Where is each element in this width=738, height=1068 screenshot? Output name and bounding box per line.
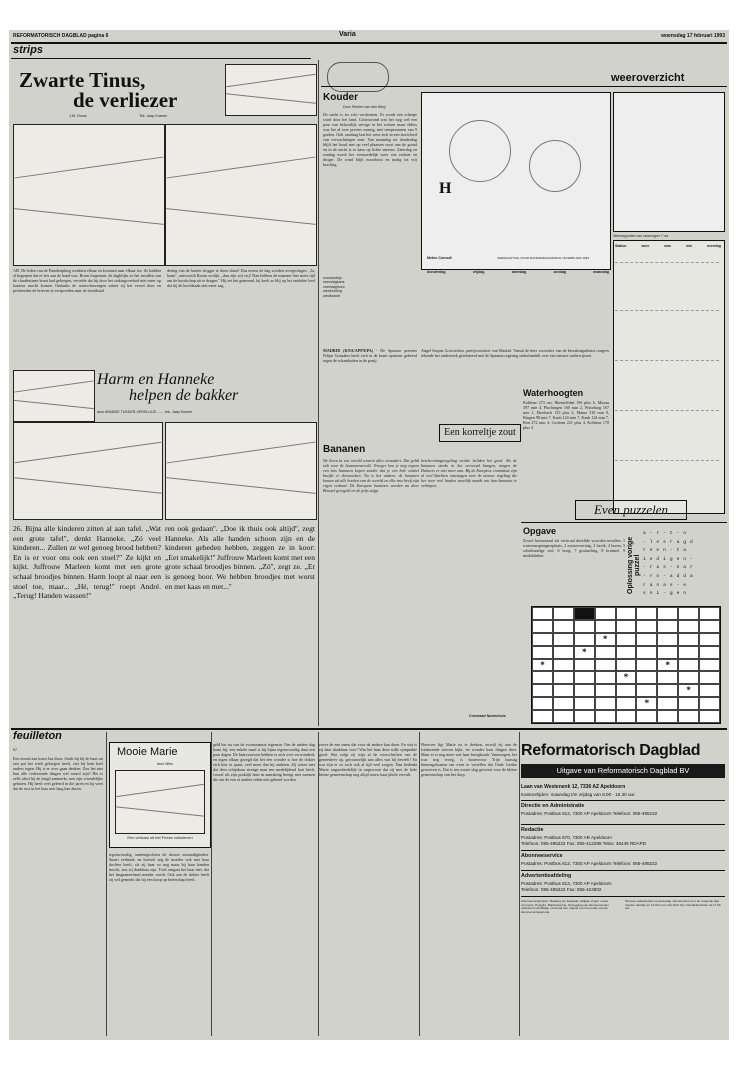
harm-title-2: helpen de bakker xyxy=(129,387,239,404)
rd-masthead: Reformatorisch Dagblad xyxy=(521,742,701,759)
section-label-feuilleton: feuilleton xyxy=(13,730,62,742)
column-divider-f2 xyxy=(211,732,212,1036)
newspaper-page xyxy=(9,30,729,1040)
stations-row-line xyxy=(615,460,719,461)
rd-abonnee-title: Abonneeservice xyxy=(521,853,563,859)
solution-row: s n i - g e n xyxy=(643,591,687,597)
station-col: Station xyxy=(615,244,627,248)
rd-abonnee-text: Postadres: Postbus 613, 7300 AP Apeldoorn Telefoon: 055-495222 xyxy=(521,861,658,866)
page-header-left: REFORMATORISCH DAGBLAD pagina 6 xyxy=(13,33,109,39)
section-label-strips: strips xyxy=(13,44,43,56)
station-col: min xyxy=(685,244,693,248)
kouder-title: Kouder xyxy=(323,92,358,103)
page-header-right: woensdag 17 februari 1993 xyxy=(661,33,725,39)
harm-panel-2 xyxy=(165,422,317,520)
page-header-center: Varia xyxy=(339,31,356,38)
forecast-row-label: windkracht xyxy=(323,293,341,298)
solution-row: r e e n - t a xyxy=(643,548,687,554)
comic-panel-2 xyxy=(165,124,317,266)
zwarte-tinus-text-1: 149. De leden van de Paardenploeg wenkten elkaar en kwamen naar elkaar toe. Ze hadden al begrepen dat er iets aan de hand was. Bruin Jorgensen, de dagblijks zo het invullen van de clandestiene krant had gekregen, vertelde dat hij door het stakingsverbod niet meer op kantoor mocht komen. Ondanks de waarschuwingen zetten zij het verzet door en probeerden de brieven te verspreiden naar de hoofdstad. xyxy=(13,268,161,293)
stations-row-line xyxy=(615,262,719,263)
europe-map xyxy=(613,92,725,232)
rd-rule xyxy=(521,800,725,801)
mooie-marie-title: Mooie Marie xyxy=(117,746,178,758)
forecast-day: donderdag xyxy=(427,270,446,274)
stations-title: Weerrapporten van vanmorgen 7 uur xyxy=(613,234,669,238)
solution-row: - r a s - n a r xyxy=(643,565,694,571)
feuilleton-rule-top xyxy=(11,728,727,730)
rd-fine-print-1: Abonnementsprijzen: Betaling per kwartaal, halfjaar of jaar. Losse nummers. Postgiro. Bankrekening. Opzegging van abonnementen uitsluitend schriftelijk, minimaal een maand voor het einde van de abonnementsperiode. xyxy=(521,900,609,914)
oplossing-label: Oplossing vorige puzzel xyxy=(627,536,641,594)
rd-fine-print-2: Tarieven advertenties op aanvraag. Advertenties voor de volgende dag moeten uiterlijk om 12.00 uur in het bezit zijn. Familieberichten tot 17.00 uur. xyxy=(625,900,721,911)
isobar-icon-2 xyxy=(529,140,581,192)
solution-row: - r o - a d d a xyxy=(643,573,694,579)
forecast-day: zondag xyxy=(553,270,567,274)
rd-kantoortijden: Kantoortijden: maandag t/m vrijdag van 8.00 - 16.30 uur. xyxy=(521,792,636,797)
korreltje-signature: Coenraad Nuwenhuis xyxy=(469,714,506,718)
harm-byline: door ANNEKE TUKKER-VERSLUIJS ....... tek. Jaap Kramer xyxy=(97,410,193,414)
column-divider-f1 xyxy=(106,732,107,1036)
column-divider-f3 xyxy=(318,732,319,1036)
column-divider-f5 xyxy=(519,732,520,1036)
bananen-text-1: We leven in een wereld waarin alles verandert. Dat geldt ook voor de bananenwereld. Vroeger kon je nog ergens een tros bananen kopen zonder dat je een hele winkel hoefde te doorzoeken. Nu is het anders: de bananen komen uit alle hoeken van de wereld en elke tros heeft zijn eigen verhaal. De Europese bananen worden nu door Brussel geregeld en de prijs stijgt. xyxy=(323,458,419,493)
zwarte-tinus-title-2: de verliezer xyxy=(73,88,178,112)
solution-row: r a n a s - e xyxy=(643,582,687,588)
station-col: weer xyxy=(641,244,650,248)
bananen-text-2: beschermingsregeling werkte beliden het goed. Als de bananen straks in het oerwoud hangen, mogen de Duitsers er niet meer aan. Bij de Europese commissie zijn al veel klachten ontvangen over de nieuwe regeling die het voor veel landen moeilijk maakt om hun bananen te verkopen. xyxy=(421,458,517,488)
harm-text-2: ren ook gedaan''. „Doe ik thuis ook altijd'', zegt Hanneke. Als alle handen schoon zijn en de kinderen gebeden hebben, zeggen ze in koor: „Eet smakelijk!'' Juffrouw Marleen komt met een grote schaal broodjes binnen. „Zó'', zegt ze. „Er is genoeg hoor. We hebben broodjes met worst en met kaas en met...'' xyxy=(165,524,315,591)
weather-rule xyxy=(321,86,727,87)
rd-laan: Laan van Westenenk 12, 7336 AZ Apeldoorn xyxy=(521,784,626,790)
station-col: neerslag xyxy=(707,244,721,248)
puzzel-rule xyxy=(521,522,727,523)
solution-row: - l e s r a g d xyxy=(643,539,694,545)
rd-advertentie-text-1: Postadres: Postbus 613, 7300 AP Apeldoorn xyxy=(521,881,612,886)
korreltje-title: Een korreltje zout xyxy=(439,424,521,442)
harm-text-1: 26. Bijna alle kinderen zitten al aan tafel. „Wat een grote tafel", denkt Hanneke. „Zó veel kinderen... Zullen ze wel genoeg brood hebben? En is er voor ons ook een stoel?" Ze kijkt en kijkt. Juffrouw Marleen komt met een grote schaal broodjes binnen. Harm loopt al naar een stoel toe, maar... „Hé, terug!'' roept André. „Terug! Handen wassen!'' xyxy=(13,524,161,601)
isobar-icon xyxy=(449,120,511,182)
section-label-weather: weeroverzicht xyxy=(611,72,685,84)
kouder-text: De nacht is ter echt verdwenen. Er wordt een scherpe wind door het land. Gisteravond was het nog wel een paar van behoorlijk stevige in het westen maar elders was het al over precies zonnig, met temperaturen van 9 graden. Ook vandaag laat het weer zich in een stortvloed van verwachtingen zien. Van maandag tot donderdag blijft het koud met op veel plaatsen vorst aan de grond en in de nacht is er kans op lichte sneeuw. Zaterdag en zondag wordt het vermoedelijk weer wat zachter en droger. De wind blijft noordoost en matig tot vrij krachtig. xyxy=(323,112,417,167)
rd-directie-text: Postadres: Postbus 613, 7300 AP Apeldoorn Telefoon: 055-495222 xyxy=(521,811,658,816)
feuilleton-text-5: Hierover ligt Marie na te denken, terwijl zij aan de fonkerende sterren kijkt, en wonder haar dingen doet. Maar er is nog meer wat haar bezighoudt. Vanmorgen, het was nog vroeg, is buurvrouw Trijn haastig binnengekomen om even te vertellen dat Oude Gerthe gestorven is. Dat is een zware slag geweest voor de kleine gemeenschap van het dorp. xyxy=(421,742,517,777)
solution-row: i e d i g e n - xyxy=(643,556,694,562)
feuilleton-text-3: geld het nu van de voornaamste tegenzin. Om de andere dag komt hij, een enkele maal is hij bijna tegenwoordig daar een paar dagen. De baarvrouwen hebben er zich over verwonderd, en tegen elkaar gezegd dat het een wonder is hoe de dokter zich hier in spant, veel meer dan bij anderen. Zij weten niet dat dem schijnbaar strenge man een medelijdend hart heeft, vooral als zijn praktijk hem in aanraking brengt met mensen die om de een of andere reden niet gekend worden. xyxy=(213,742,315,782)
feuilleton-number: 57 xyxy=(13,748,17,752)
column-divider-f4 xyxy=(419,732,420,1036)
meteo-consult-logo: Meteo Consult xyxy=(427,256,452,260)
rd-uitgave: Uitgave van Reformatorisch Dagblad BV xyxy=(521,764,725,778)
harm-title-1: Harm en Hanneke xyxy=(97,371,215,388)
chart-caption: VERWACHTING VOOR DONDERDAGMIDDAG 18 FEBRUARI 1993 xyxy=(497,256,590,260)
stations-row-line xyxy=(615,360,719,361)
header-rule xyxy=(11,42,727,44)
rd-rule xyxy=(521,824,725,825)
waterhoogten-title: Waterhoogten xyxy=(523,388,584,398)
rd-rule xyxy=(521,850,725,851)
feuilleton-text-2: tegenwoordig, aaneengesloten de doorze onstandigheden. Smart verbindt, en hoewel zeg de moeder ook met haar dochter heeft, als zij haar zo nog maar bij haar handen mocht, zou zij dankbaar zijn. Toch ontgaat het haar niet, dat het langzamerhand minder wordt. Ook aan de dokter heeft zij wel gemerkt dat hij een hoop op beterschap heeft. xyxy=(109,852,209,882)
stations-row-line xyxy=(615,410,719,411)
bananen-title: Bananen xyxy=(323,444,366,455)
column-divider-1 xyxy=(318,60,319,726)
puzzel-title: Even puzzelen xyxy=(575,500,687,520)
kouder-byline: Door Reinier van den Berg xyxy=(343,105,386,109)
cloud-icon xyxy=(327,62,389,92)
rd-redactie-text-2: Telefoon: 055-495222 Fax: 055-412288 Telex: 36445 RDAPD xyxy=(521,841,647,846)
forecast-day: vrijdag xyxy=(472,270,485,274)
madrid-text-2: Angel Soquis Goicoechea, partijvoorzitter van Madrid. Vanuit de heer voorzitter van de bewakingsdienst congres tekende het onderzoek gerelateerd met de Spaanse regering onderhandelt over een nieuwe onderwijswet. xyxy=(421,348,609,358)
forecast-row-label: zonneschijn xyxy=(323,276,342,280)
zwarte-tinus-illustrator: Tek. Jaap Kramer xyxy=(139,114,168,118)
mooie-marie-by: door Mies xyxy=(157,762,173,766)
harm-header-illustration xyxy=(13,370,95,422)
strips-rule xyxy=(11,58,311,59)
zwarte-tinus-title-1: Zwarte Tinus, xyxy=(19,68,146,92)
weather-high-pressure-icon: H xyxy=(439,180,452,197)
rd-advertentie-text-2: Telefoon: 055-495222 Fax: 055-424802 xyxy=(521,887,602,892)
station-col: max xyxy=(664,244,671,248)
comic-portrait-panel xyxy=(225,64,317,116)
solution-grid xyxy=(643,530,723,600)
feuilleton-text-4: zover de ene mens dat voor de andere kan doen. En wat is zij daar dankbaar voor! Was het haar deze stille sympathie goed. Wat volgt zij stipt al de voorschriften van de geneesheer op, getrouwelijk aan alles wat hij beveelt! En wat zijn er zo toch ook al tijd veel zorgen. Dan bedenkt Marie ongeschiedelijk in ongewoon dat zij met de hele kleine gemeenschap nog altijd trouw haar plicht vervult. xyxy=(319,742,417,777)
rd-advertentie-title: Advertentieafdeling xyxy=(521,873,572,879)
rd-directie-title: Directie en Administratie xyxy=(521,803,585,809)
feuilleton-text-1: Een avond aan komt Jan thuis. Sinds hij bij de baas uit een put het werk gekregen heeft, ziet hij hem heel anders tegen. Hij is er over gaan denken. Zou het niet hun alle verliezende dingen wel waard zijn? Het is zelfs alsof hij de jeugd aanmerkt, met zijn vriendelijke gebaren. Hij heeft veel geleerd in die jaren en hij weet dat de rust in het huis niet lang kan duren. xyxy=(13,756,103,791)
zwarte-tinus-author: J.W. Ooms xyxy=(69,114,87,118)
stations-row-line xyxy=(615,310,719,311)
stations-header xyxy=(615,244,721,248)
harm-panel-1 xyxy=(13,422,163,520)
stations-table xyxy=(613,240,725,514)
forecast-row-label: neerslagkans xyxy=(323,280,345,285)
zwarte-tinus-text-2: dering van de harten vlogger te doen slaan? Dus moest de dag worden overgeslagen. „Ja, komt'', antwoordt Braun vrolijk, „dan zijn wij vrij! Dan hebben de mannen hier meer tijd om de boodschap uit te dragen.'' Hij zei het gemeend, hij keek zo blij op het ontdekte leed dat hij de hoofdzaak niet meer zag. xyxy=(167,268,315,288)
forecast-row-label: windrichting xyxy=(323,289,342,294)
opgave-text: Zowel horizontaal als verticaal dezelfde woorden invullen. 1 wateromspringersplaats, 2 motorvoertuig, 3 havik, 4 boom, 5 scheikundige stof, 6 boeg, 7 gruisachtig, 8 kruimel, 9 medeklinker. xyxy=(523,538,625,558)
forecast-row-labels xyxy=(323,276,423,298)
forecast-table xyxy=(323,270,609,306)
comic-panel-1 xyxy=(13,124,165,266)
puzzle-grid[interactable]: * * * * * * * xyxy=(531,606,721,724)
rd-redactie-text-1: Postadres: Postbus 670, 7300 AR Apeldoorn xyxy=(521,835,612,840)
rd-redactie-title: Redactie xyxy=(521,827,544,833)
forecast-day: zaterdag xyxy=(511,270,527,274)
feuilleton-caption: Een verhaal uit het Friese volksleven xyxy=(127,836,193,840)
waterhoogten-text: Koblenz 273 cm; Rheinfelden 196 plus 6, Maxau 397 min 4, Plochingen 160 min 2, Würzburg 167 min 1, Eberbach 135 plus 2, Mainz 310 min 9, Bingen 98 min 7, Kaub 124 min 7, Kaub 124 min 7, Bon 272 min 4, Cochem 221 plus 4, Koblenz 170 plus 4 xyxy=(523,400,609,430)
rd-rule xyxy=(521,896,725,897)
madrid-text: MADRID (KNA/APP/EPA) - De Spaanse premier Felipe Gonzalez heeft zich in de krant opnieuw gekeerd tegen de schandaalen in de partij. xyxy=(323,348,417,363)
rd-rule xyxy=(521,870,725,871)
forecast-row-label: neerslaghoev. xyxy=(323,284,346,289)
solution-row: a - r - t - o xyxy=(643,531,687,536)
feuilleton-illustration xyxy=(115,770,205,834)
forecast-days xyxy=(427,270,609,274)
opgave-title: Opgave xyxy=(523,526,557,536)
forecast-day: maandag xyxy=(593,270,609,274)
